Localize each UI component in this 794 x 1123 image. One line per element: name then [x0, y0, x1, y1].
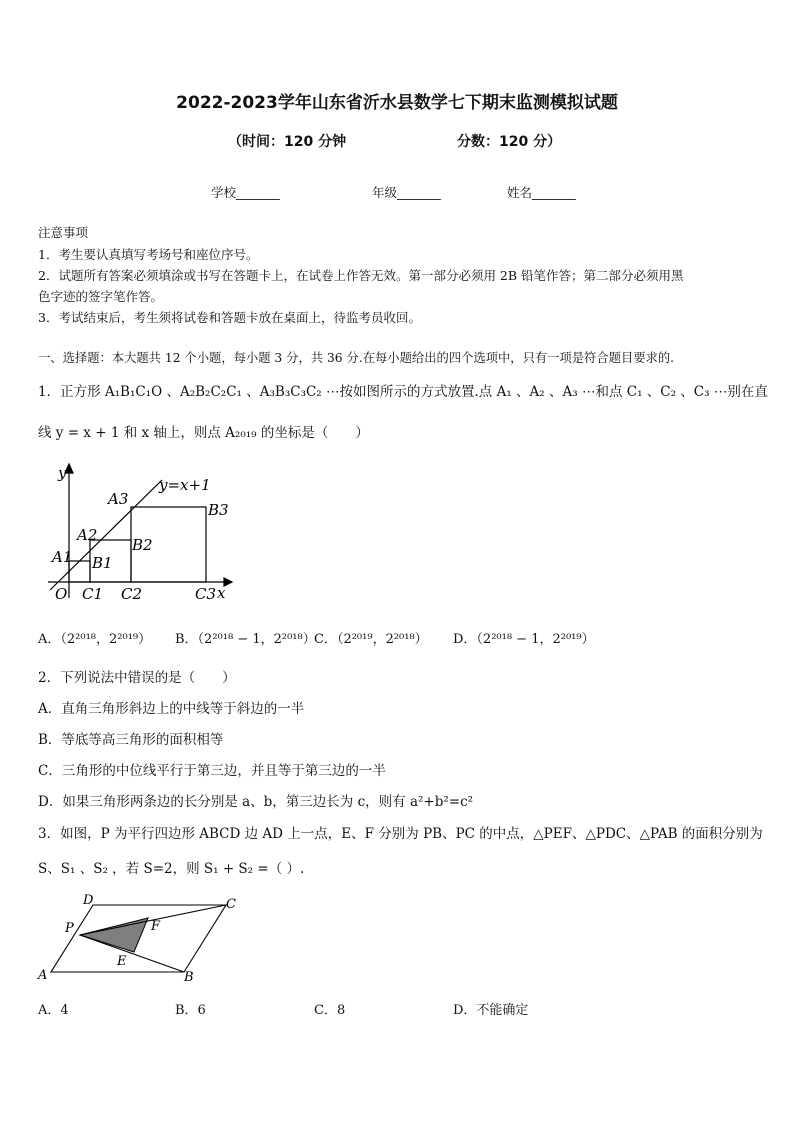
q1-squares-figure — [40, 458, 240, 606]
q3-option-d[interactable]: D．不能确定 — [453, 1003, 529, 1018]
score-label: 分数：120 分） — [457, 134, 562, 150]
label-C2: C2 — [121, 585, 143, 603]
time-label: （时间：120 分钟 — [228, 134, 347, 150]
label-D: D — [83, 893, 94, 908]
label-A2: A2 — [77, 526, 98, 544]
name-field: 姓名_______ — [507, 185, 576, 200]
notice-item-3: 3．考试结束后，考生须将试卷和答题卡放在桌面上，待监考员收回。 — [38, 310, 421, 325]
q1-option-c[interactable]: C．（2²⁰¹⁹，2²⁰¹⁸） — [314, 632, 428, 647]
q3-parallelogram-figure — [36, 890, 246, 985]
label-B2: B2 — [132, 536, 153, 554]
q3-option-b[interactable]: B．6 — [175, 1003, 206, 1018]
q2-option-b[interactable]: B．等底等高三角形的面积相等 — [38, 732, 224, 748]
label-E: E — [117, 954, 127, 969]
section-heading: 一、选择题：本大题共 12 个小题，每小题 3 分，共 36 分.在每小题给出的四个选项中，只有一项是符合题目要求的. — [38, 351, 675, 365]
q3-line2: S、S₁ 、S₂ ，若 S=2，则 S₁ + S₂ =（ ）. — [38, 861, 305, 877]
label-C1: C1 — [82, 585, 104, 603]
label-B1: B1 — [92, 554, 113, 572]
label-B: B — [184, 970, 194, 985]
label-O: O — [55, 585, 68, 603]
q3-line1: 3．如图，P 为平行四边形 ABCD 边 AD 上一点，E、F 分别为 PB、PC 的中点，△PEF、△PDC、△PAB 的面积分别为 — [38, 826, 763, 842]
q1-option-a[interactable]: A．（2²⁰¹⁸，2²⁰¹⁹） — [38, 632, 152, 647]
label-line: y=x+1 — [159, 476, 211, 494]
label-C3: C3 — [195, 585, 217, 603]
label-C: C — [226, 897, 236, 912]
notice-item-1: 1．考生要认真填写考场号和座位序号。 — [38, 247, 259, 262]
q3-option-a[interactable]: A．4 — [38, 1003, 69, 1018]
q2-option-d[interactable]: D．如果三角形两条边的长分别是 a、b，第三边长为 c，则有 a²+b²=c² — [38, 794, 474, 810]
notice-heading: 注意事项 — [38, 225, 89, 240]
q1-option-b[interactable]: B．（2²⁰¹⁸ − 1，2²⁰¹⁸） — [175, 632, 316, 647]
q2-option-a[interactable]: A．直角三角形斜边上的中线等于斜边的一半 — [38, 701, 305, 717]
q2-stem: 2．下列说法中错误的是（ ） — [38, 670, 236, 686]
label-A3: A3 — [108, 490, 129, 508]
label-P: P — [65, 921, 74, 936]
label-y: y — [58, 464, 67, 482]
notice-item-2b: 色字迹的签字笔作答。 — [38, 289, 164, 304]
label-x: x — [217, 584, 226, 602]
q2-option-c[interactable]: C．三角形的中位线平行于第三边，并且等于第三边的一半 — [38, 763, 386, 779]
line-y-eq-x-plus-1 — [50, 480, 162, 590]
school-field: 学校_______ — [211, 185, 280, 200]
notice-item-2a: 2．试题所有答案必须填涂或书写在答题卡上，在试卷上作答无效。第一部分必须用 2B 铅笔作答；第二部分必须用黑 — [38, 268, 684, 283]
grade-field: 年级_______ — [372, 185, 441, 200]
exam-title: 2022-2023学年山东省沂水县数学七下期末监测模拟试题 — [176, 93, 618, 113]
q1-line2: 线 y = x + 1 和 x 轴上，则点 A₂₀₁₉ 的坐标是（ ） — [38, 425, 369, 441]
q3-option-c[interactable]: C．8 — [314, 1003, 346, 1018]
label-B3: B3 — [208, 501, 229, 519]
q1-option-d[interactable]: D．（2²⁰¹⁸ − 1，2²⁰¹⁹） — [453, 632, 595, 647]
label-A1: A1 — [52, 548, 73, 566]
label-F: F — [151, 919, 161, 934]
q1-line1: 1．正方形 A₁B₁C₁O 、A₂B₂C₂C₁ 、A₃B₃C₃C₂ ⋯按如图所示的方式放置.点 A₁ 、A₂ 、A₃ ⋯和点 C₁ 、C₂ 、C₃ ⋯别在直 — [38, 384, 768, 400]
label-A: A — [38, 968, 48, 983]
